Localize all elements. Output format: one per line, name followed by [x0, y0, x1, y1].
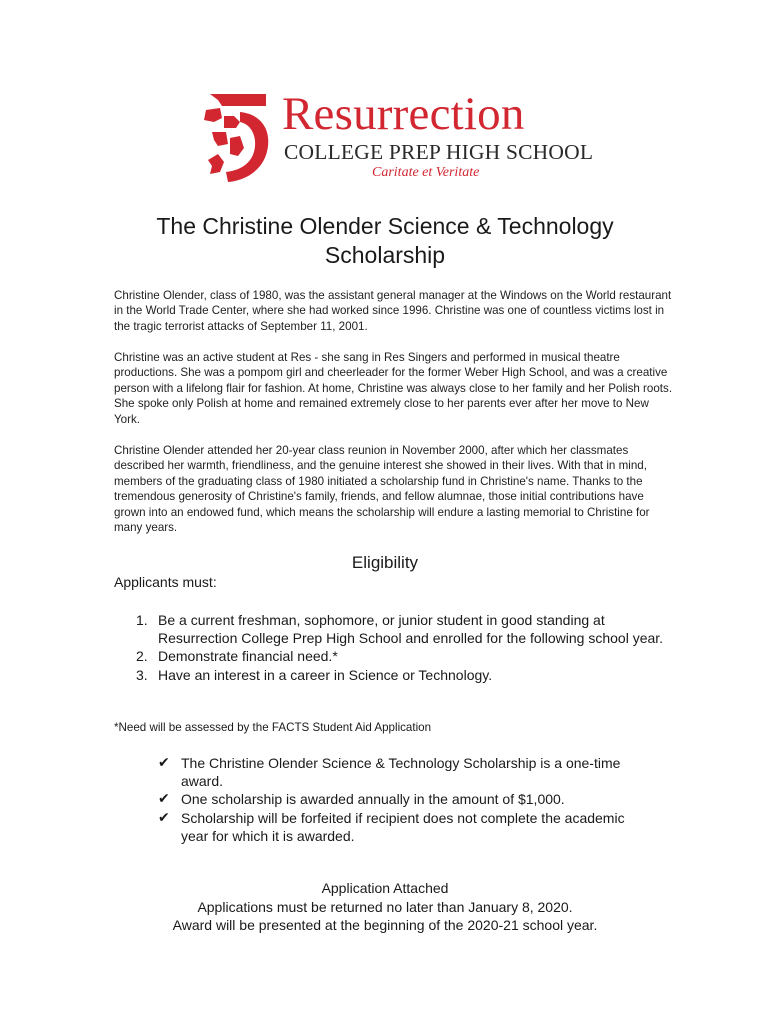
list-item — [158, 790, 628, 808]
eligibility-heading: Eligibility — [351, 553, 419, 572]
paragraph-student-life: Christine was an active student at Res - she sang in Res Singers and performed in musical theatre productions. She was a pompom girl and cheerleader for the former Weber High School, and was a creative person with a lifelong flair for fashion. At home, Christine was always close to her family and her Polish roots. She spoke only Polish at home and remained extremely close to her parents ever after her move to New York. — [114, 351, 673, 426]
paragraph-fund-history: Christine Olender attended her 20-year class reunion in November 2000, after which her classmates described her warmth, friendliness, and the genuine interest she showed in their lives. With that in mind, members of the graduating class of 1980 initiated a scholarship fund in Christine's name. Thanks to the tremendous generosity of Christine's family, friends, and fellow alumnae, those initial contributions have grown into an endowed fund, which means the scholarship will endure a lasting memorial to Christine for many years. — [114, 444, 650, 535]
checkmark-icon: ✔ — [158, 791, 170, 808]
title-line-2: Scholarship — [324, 242, 446, 268]
page-title — [100, 212, 670, 270]
list-item — [158, 754, 628, 790]
list-item-text: Scholarship will be forfeited if recipient does not complete the academic year for which it is awarded. — [181, 809, 625, 844]
award-points-list — [158, 754, 628, 845]
list-item — [136, 647, 676, 665]
checkmark-icon: ✔ — [158, 809, 170, 826]
crest-emblem-icon — [200, 92, 272, 184]
eligibility-lead: Applicants must: — [114, 574, 217, 590]
list-item — [158, 809, 628, 845]
school-subtitle: COLLEGE PREP HIGH SCHOOL — [284, 140, 594, 164]
list-item — [136, 666, 676, 684]
list-number: 2. — [136, 648, 148, 665]
award-presentation-note: Award will be presented at the beginning of the 2020-21 school year. — [172, 917, 598, 933]
list-number: 3. — [136, 666, 148, 683]
list-item — [136, 611, 676, 647]
list-item-text: Demonstrate financial need.* — [158, 648, 338, 665]
title-line-1: The Christine Olender Science & Technology — [156, 213, 614, 239]
list-item-text: Be a current freshman, sophomore, or junior student in good standing at Resurrection College Prep High School and enrolled for the following school year. — [158, 612, 664, 647]
need-footnote: *Need will be assessed by the FACTS Student Aid Application — [114, 721, 432, 734]
checkmark-icon: ✔ — [158, 755, 170, 771]
list-number: 1. — [136, 612, 148, 628]
list-item-text: One scholarship is awarded annually in the amount of $1,000. — [181, 791, 565, 808]
school-motto: Caritate et Veritate — [372, 165, 480, 180]
application-attached-note: Application Attached — [321, 880, 449, 896]
list-item-text: Have an interest in a career in Science or Technology. — [158, 666, 493, 683]
deadline-note: Applications must be returned no later than January 8, 2020. — [197, 899, 573, 915]
school-name: Resurrection — [282, 88, 525, 140]
school-logo — [200, 88, 594, 184]
paragraph-background: Christine Olender, class of 1980, was the assistant general manager at the Windows on the World restaurant in the World Trade Center, where she had worked since 1996. Christine was one of countless victims lost in the tragic terrorist attacks of September 11, 2001. — [114, 289, 672, 333]
list-item-text: The Christine Olender Science & Technology Scholarship is a one-time award. — [181, 755, 621, 790]
eligibility-list — [136, 611, 676, 684]
